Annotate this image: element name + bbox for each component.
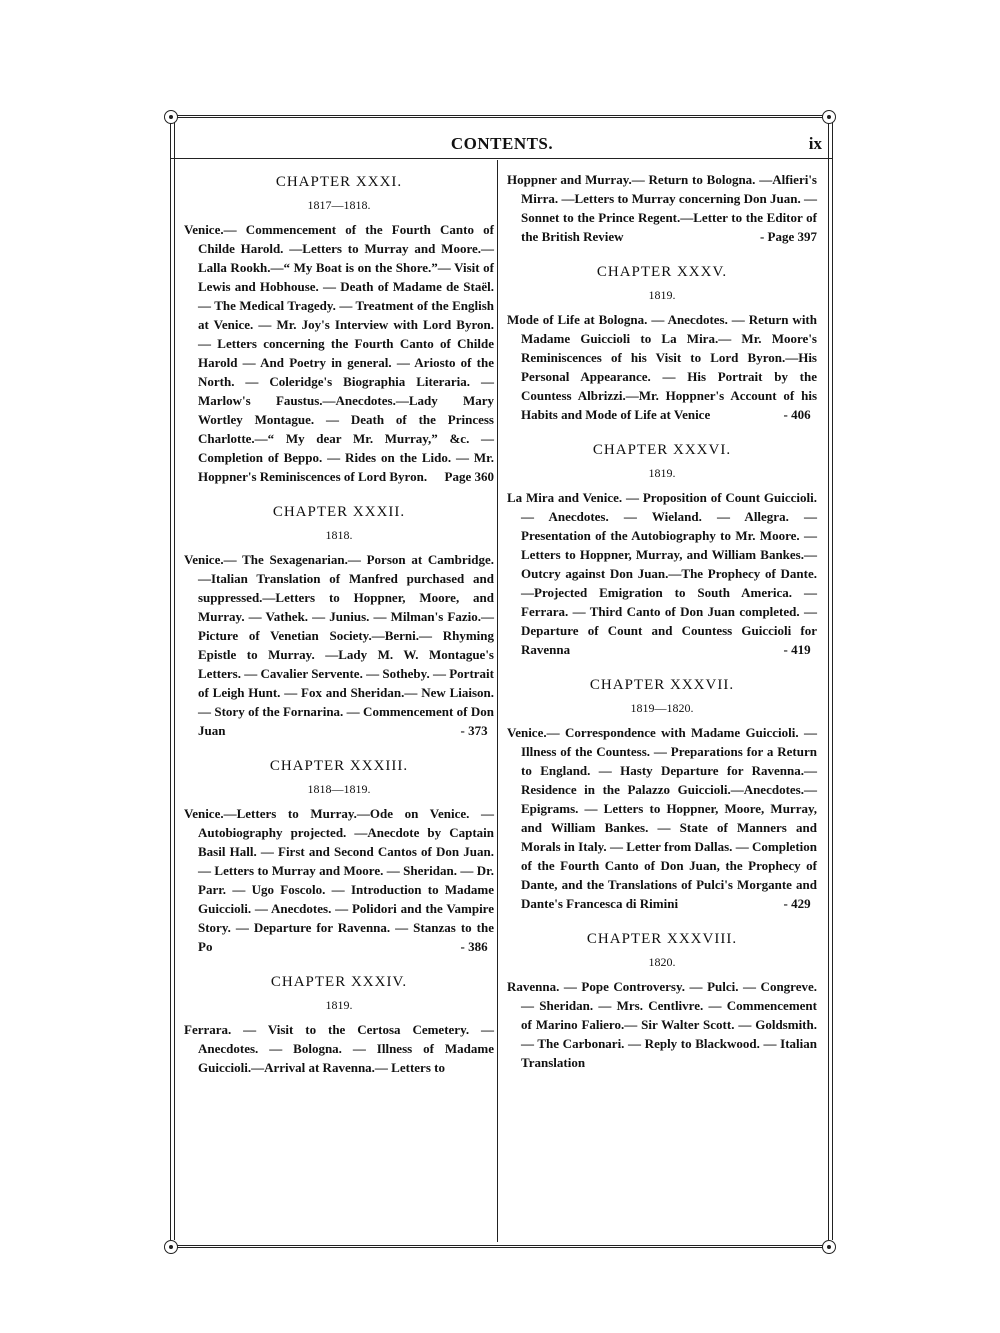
- page-reference: - 373: [460, 723, 488, 738]
- chapter-entry: [507, 927, 817, 1072]
- chapter-heading: CHAPTER XXXIII.: [269, 758, 409, 774]
- chapter-summary-text: Venice.—Letters to Murray.—Ode on Venice. —Autobiography projected. —Anecdote by Captain Basil Hall. — First and Second Cantos of Don Juan. — Letters to Murray and Moore. — Sheridan. — Dr. Parr. — Ugo Foscolo. — Introduction to Madame Guiccioli. — Anecdotes. — Polidori and the Vampire Story. — Departure for Ravenna. — Stanzas to the Po: [184, 806, 494, 954]
- page-reference: - 429: [783, 896, 811, 911]
- chapter-entry: [184, 500, 494, 740]
- chapter-summary-text: La Mira and Venice. — Proposition of Count Guiccioli. — Anecdotes. — Wieland. — Allegra. — Presentation of the Autobiography to Mr. Moore. — Letters to Hoppner, Murray, and William Bankes.— Outcry against Don Juan.—The Prophecy of Dante.—Projected Emigration to South America. — Ferrara. — Third Canto of Don Juan completed. — Departure of Count and Countess Guiccioli for Ravenna: [507, 490, 817, 657]
- chapter-entry: [184, 170, 494, 486]
- chapter-years: 1819.: [648, 466, 676, 480]
- right-border-rule: [828, 122, 829, 1240]
- chapter-summary: [507, 170, 817, 246]
- chapter-years: 1819.: [325, 998, 353, 1012]
- column-divider: [497, 160, 498, 1242]
- left-border-rule-inner: [174, 122, 175, 1240]
- chapter-summary: [507, 310, 817, 424]
- chapter-summary: [184, 550, 494, 740]
- chapter-summary-text: Ferrara. — Visit to the Certosa Cemetery. — Anecdotes. — Bologna. — Illness of Madame Guiccioli.—Arrival at Ravenna.— Letters to: [184, 1022, 494, 1075]
- chapter-summary-text: Ravenna. — Pope Controversy. — Pulci. — Congreve. — Sheridan. — Mrs. Centlivre. — Commencement of Marino Faliero.— Sir Walter Scott. — Goldsmith. — The Carbonari. — Reply to Blackwood. — Italian Translation: [507, 979, 817, 1070]
- right-border-rule-inner: [832, 122, 833, 1240]
- chapter-heading: CHAPTER XXXVIII.: [586, 931, 738, 947]
- chapter-entry: [507, 438, 817, 659]
- corner-ornament-icon: [822, 1240, 836, 1254]
- chapter-heading: CHAPTER XXXV.: [596, 264, 728, 280]
- chapter-summary: [507, 723, 817, 913]
- header-divider: [170, 158, 832, 159]
- chapter-summary-text: Venice.— Correspondence with Madame Guiccioli. — Illness of the Countess. — Preparations for a Return to England. — Hasty Departure for Ravenna.— Residence in the Palazzo Guiccioli.—Anecdotes.— Epigrams. — Letters to Hoppner, Moore, Murray, and William Bankes. — State of Manners and Morals in Italy. — Letter from Dallas. — Completion of the Fourth Canto of Don Juan, the Prophecy of Dante, and the Translations of Pulci's Morgante and Dante's Francesca di Rimini: [507, 725, 817, 911]
- page-reference: - Page 397: [759, 229, 817, 244]
- chapter-entry: [184, 970, 494, 1077]
- chapter-heading: CHAPTER XXXIV.: [270, 974, 408, 990]
- chapter-summary: [507, 977, 817, 1072]
- right-column: [507, 170, 817, 1086]
- chapter-entry: [507, 673, 817, 913]
- chapter-years: 1817—1818.: [307, 198, 371, 212]
- page-title: CONTENTS.: [450, 134, 554, 153]
- chapter-heading: CHAPTER XXXI.: [275, 174, 403, 190]
- chapter-entry: [507, 260, 817, 424]
- chapter-years: 1820.: [648, 955, 676, 969]
- chapter-years: 1819—1820.: [630, 701, 694, 715]
- chapter-years: 1819.: [648, 288, 676, 302]
- running-header: [172, 134, 832, 158]
- chapter-entry: [184, 754, 494, 956]
- corner-ornament-icon: [164, 110, 178, 124]
- chapter-entry: [507, 170, 817, 246]
- page-reference: - 386: [460, 939, 488, 954]
- chapter-summary-text: Hoppner and Murray.— Return to Bologna. —Alfieri's Mirra. —Letters to Murray concerning Don Juan. — Sonnet to the Prince Regent.—Letter to the Editor of the British Review: [507, 172, 817, 244]
- chapter-summary: [184, 1020, 494, 1077]
- chapter-summary: [184, 220, 494, 486]
- bottom-border-rule: [172, 1245, 826, 1248]
- chapter-summary: [184, 804, 494, 956]
- page-reference: Page 360: [444, 469, 494, 484]
- chapter-summary: [507, 488, 817, 659]
- page-reference: - 419: [783, 642, 811, 657]
- corner-ornament-icon: [164, 1240, 178, 1254]
- chapter-years: 1818—1819.: [307, 782, 371, 796]
- chapter-heading: CHAPTER XXXVI.: [592, 442, 732, 458]
- corner-ornament-icon: [822, 110, 836, 124]
- left-column: [184, 170, 494, 1091]
- chapter-summary-text: Venice.— The Sexagenarian.— Porson at Cambridge.—Italian Translation of Manfred purchased and suppressed.—Letters to Hoppner, Moore, and Murray. — Vathek. — Junius. — Milman's Fazio.— Picture of Venetian Society.—Berni.— Rhyming Epistle to Murray. —Lady M. W. Montague's Letters. — Cavalier Servente. — Sotheby. — Portrait of Leigh Hunt. — Fox and Sheridan.— New Liaison. — Story of the Fornarina. — Commencement of Don Juan: [184, 552, 494, 738]
- chapter-years: 1818.: [325, 528, 353, 542]
- page-reference: - 406: [783, 407, 811, 422]
- chapter-summary-text: Mode of Life at Bologna. — Anecdotes. — Return with Madame Guiccioli to La Mira.— Mr. Moore's Reminiscences of his Visit to Lord Byron.—His Personal Appearance. — His Portrait by the Countess Albrizzi.—Mr. Hoppner's Account of his Habits and Mode of Life at Venice: [507, 312, 817, 422]
- chapter-heading: CHAPTER XXXVII.: [589, 677, 735, 693]
- page-number: ix: [808, 134, 822, 153]
- top-border-rule: [172, 115, 826, 118]
- left-border-rule: [170, 122, 171, 1240]
- chapter-summary-text: Venice.— Commencement of the Fourth Canto of Childe Harold. —Letters to Murray and Moore.—Lalla Rookh.—“ My Boat is on the Shore.”— Visit of Lewis and Hobhouse. — Death of Madame de Staël. — The Medical Tragedy. — Treatment of the English at Venice. — Mr. Joy's Interview with Lord Byron. — Letters concerning the Fourth Canto of Childe Harold — And Poetry in general. — Ariosto of the North. — Coleridge's Biographia Literaria. — Marlow's Faustus.—Anecdotes.—Lady Mary Wortley Montague. — Death of the Princess Charlotte.—“ My dear Mr. Murray,” &c. — Completion of Beppo. — Rides on the Lido. — Mr. Hoppner's Reminiscences of Lord Byron.: [184, 222, 494, 484]
- chapter-heading: CHAPTER XXXII.: [272, 504, 406, 520]
